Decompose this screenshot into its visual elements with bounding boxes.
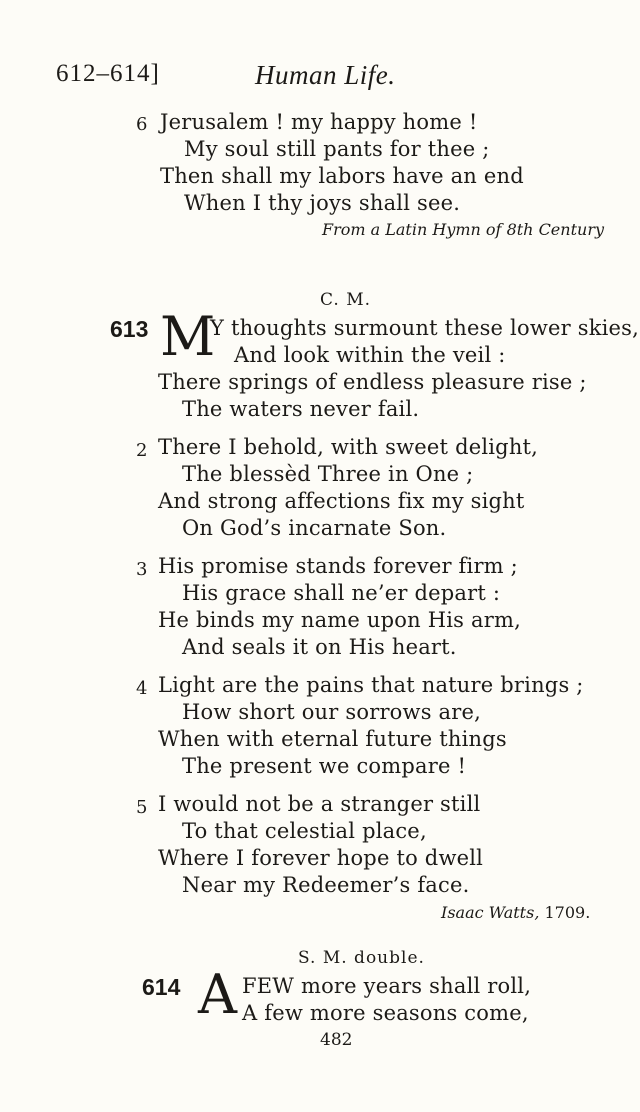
verse-line: Where I forever hope to dwell: [158, 846, 484, 870]
verse-line: The blessèd Three in One ;: [182, 462, 474, 486]
page-header-hymn-range: 612–614]: [56, 60, 160, 87]
verse-line: The present we compare !: [182, 754, 467, 778]
verse-line: I would not be a stranger still: [158, 792, 481, 816]
verse-line: When I thy joys shall see.: [184, 191, 461, 215]
verse-line: When with eternal future things: [158, 727, 507, 751]
stanza-number: 3: [136, 559, 148, 580]
verse-line: There I behold, with sweet delight,: [158, 435, 539, 459]
verse-line: He binds my name upon His arm,: [158, 608, 521, 632]
attribution-author: Isaac Watts,: [441, 903, 540, 922]
verse-line: His grace shall ne’er depart :: [182, 581, 501, 605]
stanza-number: 6: [136, 114, 148, 135]
verse-line: On God’s incarnate Son.: [182, 516, 447, 540]
hymn-meter: C. M.: [320, 290, 372, 310]
stanza-number: 2: [136, 440, 148, 461]
verse-line: FEW more years shall roll,: [242, 974, 532, 998]
verse-line: Jerusalem ! my happy home !: [160, 110, 478, 134]
hymn-meter: S. M. double.: [298, 948, 425, 968]
stanza-number: 5: [136, 797, 148, 818]
verse-line: Y thoughts surmount these lower skies,: [210, 316, 640, 340]
verse-line: His promise stands forever firm ;: [158, 554, 518, 578]
verse-line: There springs of endless pleasure rise ;: [158, 370, 587, 394]
verse-line: My soul still pants for thee ;: [184, 137, 490, 161]
verse-line: Near my Redeemer’s face.: [182, 873, 470, 897]
drop-cap: M: [160, 305, 216, 368]
verse-line: A few more seasons come,: [242, 1001, 529, 1025]
page-number: 482: [320, 1030, 353, 1050]
verse-line: To that celestial place,: [182, 819, 427, 843]
page-header-title: Human Life.: [255, 60, 396, 90]
hymn-number: 614: [142, 974, 181, 1000]
verse-line: And look within the veil :: [234, 343, 506, 367]
attribution-year: 1709.: [544, 903, 591, 922]
stanza-number: 4: [136, 678, 148, 699]
verse-line: And strong affections fix my sight: [158, 489, 525, 513]
verse-line: The waters never fail.: [182, 397, 420, 421]
verse-line: And seals it on His heart.: [182, 635, 457, 659]
hymn-attribution: [441, 903, 590, 922]
verse-line: Light are the pains that nature brings ;: [158, 673, 584, 697]
hymn-number: 613: [110, 316, 149, 342]
drop-cap: A: [198, 963, 237, 1026]
verse-line: How short our sorrows are,: [182, 700, 482, 724]
hymn-attribution: From a Latin Hymn of 8th Century: [322, 220, 604, 239]
verse-line: Then shall my labors have an end: [160, 164, 524, 188]
